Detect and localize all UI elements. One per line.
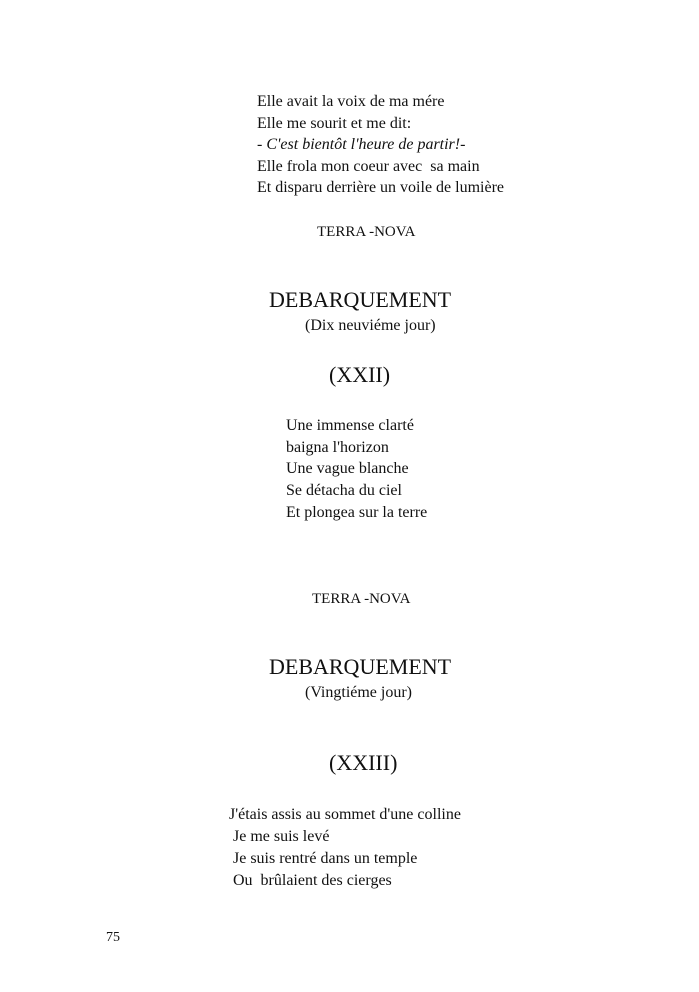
poem-line: Ou brûlaient des cierges bbox=[229, 872, 392, 889]
poem-line: Et plongea sur la terre bbox=[286, 504, 428, 521]
poem-line: baigna l'horizon bbox=[286, 439, 389, 456]
poem-line: Elle frola mon coeur avec sa main bbox=[257, 158, 480, 175]
section-number: (XXIII) bbox=[329, 750, 398, 775]
poem-line: J'étais assis au sommet d'une colline bbox=[229, 806, 461, 823]
section-number: (XXII) bbox=[329, 362, 391, 387]
section-subtitle: (Dix neuviéme jour) bbox=[305, 317, 436, 334]
poem-line: - C'est bientôt l'heure de partir!- bbox=[257, 136, 466, 153]
poem-line: Elle me sourit et me dit: bbox=[257, 115, 412, 132]
poem-line: Se détacha du ciel bbox=[286, 482, 402, 499]
poem-line: Une immense clarté bbox=[286, 417, 414, 434]
section-subtitle: (Vingtiéme jour) bbox=[305, 684, 413, 701]
poem-line: Et disparu derrière un voile de lumière bbox=[257, 179, 505, 196]
poem-line: Elle avait la voix de ma mére bbox=[257, 93, 445, 110]
poem-line: Je me suis levé bbox=[229, 828, 330, 845]
poem-line: Une vague blanche bbox=[286, 460, 409, 477]
place-name: TERRA -NOVA bbox=[312, 591, 411, 607]
place-name: TERRA -NOVA bbox=[317, 224, 416, 240]
page-number: 75 bbox=[106, 930, 120, 945]
poem-line: Je suis rentré dans un temple bbox=[229, 850, 418, 867]
section-title: DEBARQUEMENT bbox=[269, 287, 452, 312]
section-title: DEBARQUEMENT bbox=[269, 654, 452, 679]
